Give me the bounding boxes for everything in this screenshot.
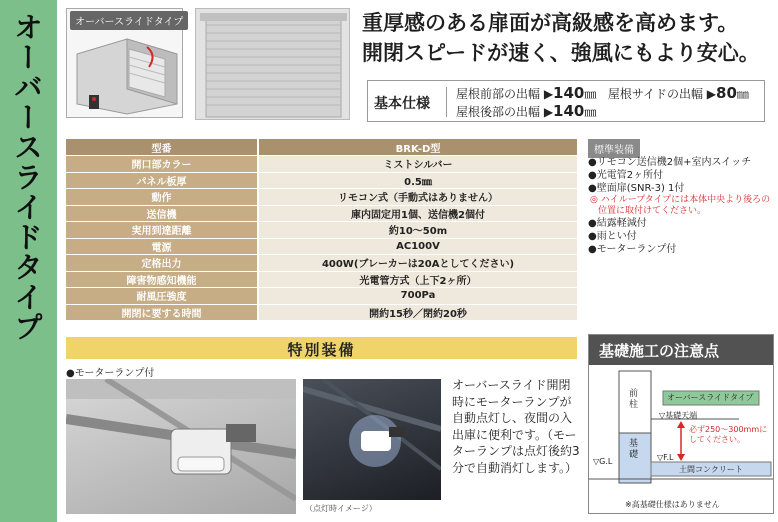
table-row <box>66 304 577 321</box>
foundation-top-label: ▽基礎天端 <box>659 411 698 420</box>
table-row <box>66 189 577 206</box>
standard-equipment-list <box>588 156 770 256</box>
special-equipment-bar <box>66 337 577 359</box>
standard-equipment-tag: 標準装備 <box>588 139 640 158</box>
table-row <box>66 205 577 222</box>
table-row <box>66 238 577 255</box>
row-key: 障害物感知機能 <box>66 271 258 288</box>
row-key: 開口部カラー <box>66 156 258 173</box>
type-tag: オーバースライドタイプ <box>70 11 188 30</box>
spec-line-front <box>456 84 749 102</box>
list-item: ●雨とい付 <box>588 231 637 242</box>
table-row <box>66 156 577 173</box>
row-value: ミストシルバー <box>258 156 577 173</box>
install-note-line1: ◎ ハイループタイプには本体中央より後ろの <box>590 195 771 205</box>
table-row <box>66 255 577 272</box>
overslide-type-label: オーバースライドタイプ <box>667 393 754 402</box>
table-row <box>66 288 577 305</box>
special-equipment-title: 特別装備 <box>287 341 356 359</box>
headline-line1: 重厚感のある扉面が高級感を高めます。 <box>362 11 739 35</box>
photo-caption: （点灯時イメージ） <box>305 504 377 513</box>
rear-value: 140 <box>553 102 585 120</box>
row-value: 光電管方式（上下2ヶ所） <box>258 271 577 288</box>
list-item: ●リモコン送信機2個+室内スイッチ <box>588 157 752 168</box>
spec-line-rear <box>456 102 596 120</box>
headline-line2: 開閉スピードが速く、強風にもより安心。 <box>362 41 760 65</box>
rear-unit: ㎜ <box>584 105 597 119</box>
shutter-image <box>195 8 350 120</box>
row-value: 400W(ブレーカーは20Aとしてください) <box>258 255 577 272</box>
row-value: AC100V <box>258 238 577 255</box>
shutter-door-icon <box>196 9 351 121</box>
model-label: 型番 <box>66 139 258 156</box>
side-unit: ㎜ <box>736 87 749 101</box>
row-key: 定格出力 <box>66 255 258 272</box>
front-unit: ㎜ <box>584 87 597 101</box>
row-key: 開閉に要する時間 <box>66 304 258 321</box>
list-item: ●モーターランプ付 <box>588 244 677 255</box>
motor-lamp-photo <box>66 379 296 514</box>
motor-lamp-icon <box>66 379 296 514</box>
table-header-row <box>66 139 577 156</box>
motor-lamp-caption: ●モーターランプ付 <box>66 368 155 379</box>
side-title: オーバースライドタイプ <box>10 12 44 342</box>
row-value: 庫内固定用1個、送信機2個付 <box>258 205 577 222</box>
height-requirement <box>689 425 767 445</box>
basic-spec-label: 基本仕様 <box>374 96 430 112</box>
lit-lamp-icon <box>303 379 441 500</box>
foundation-title: 基礎施工の注意点 <box>589 335 773 365</box>
spec-table <box>66 139 577 321</box>
row-key: 送信機 <box>66 205 258 222</box>
row-key: 電源 <box>66 238 258 255</box>
lamp-lit-photo <box>303 379 441 500</box>
table-row <box>66 271 577 288</box>
table-row <box>66 222 577 239</box>
install-note-line2: 位置に取付けてください。 <box>598 206 707 216</box>
rear-label: 屋根後部の出幅 ▶ <box>456 105 554 119</box>
row-key: 耐風圧強度 <box>66 288 258 305</box>
fl-label: ▽F.L <box>657 453 674 462</box>
list-item: ●壁面扉(SNR-3) 1付 <box>588 183 685 194</box>
row-value: リモコン式（手動式はありません） <box>258 189 577 206</box>
front-label: 屋根前部の出幅 ▶ <box>456 87 554 101</box>
concrete-label: 土間コンクリート <box>679 465 743 474</box>
pillar-label: 前柱 <box>629 389 639 410</box>
side-value: 80 <box>716 84 737 102</box>
table-row <box>66 172 577 189</box>
row-key: 動作 <box>66 189 258 206</box>
row-value: 0.5㎜ <box>258 172 577 189</box>
special-description: オーバースライド開閉時にモーターランプが自動点灯し、夜間の入出庫に便利です。（モーターランプは点灯後約3分で自動消灯します。） <box>452 378 580 475</box>
foundation-box <box>588 334 774 514</box>
row-key: 実用到達距離 <box>66 222 258 239</box>
row-value: 約10～50m <box>258 222 577 239</box>
front-value: 140 <box>553 84 585 102</box>
headline <box>362 8 760 68</box>
gl-label: ▽G.L <box>593 457 613 466</box>
model-value: BRK-D型 <box>258 139 577 156</box>
list-item: ●光電管2ヶ所付 <box>588 170 664 181</box>
basic-spec-box <box>367 80 765 122</box>
spec-divider <box>446 87 447 117</box>
side-label: 屋根サイドの出幅 ▶ <box>607 87 717 101</box>
row-key: パネル板厚 <box>66 172 258 189</box>
requirement-line2: してください。 <box>689 435 745 444</box>
base-label: 基礎 <box>629 439 639 460</box>
requirement-line1: 必ず250～300mmに <box>689 425 768 434</box>
row-value: 700Pa <box>258 288 577 305</box>
list-item: ●結露軽減付 <box>588 218 647 229</box>
foundation-note: ※高基礎仕様はありません <box>625 500 720 509</box>
row-value: 開約15秒／閉約20秒 <box>258 304 577 321</box>
